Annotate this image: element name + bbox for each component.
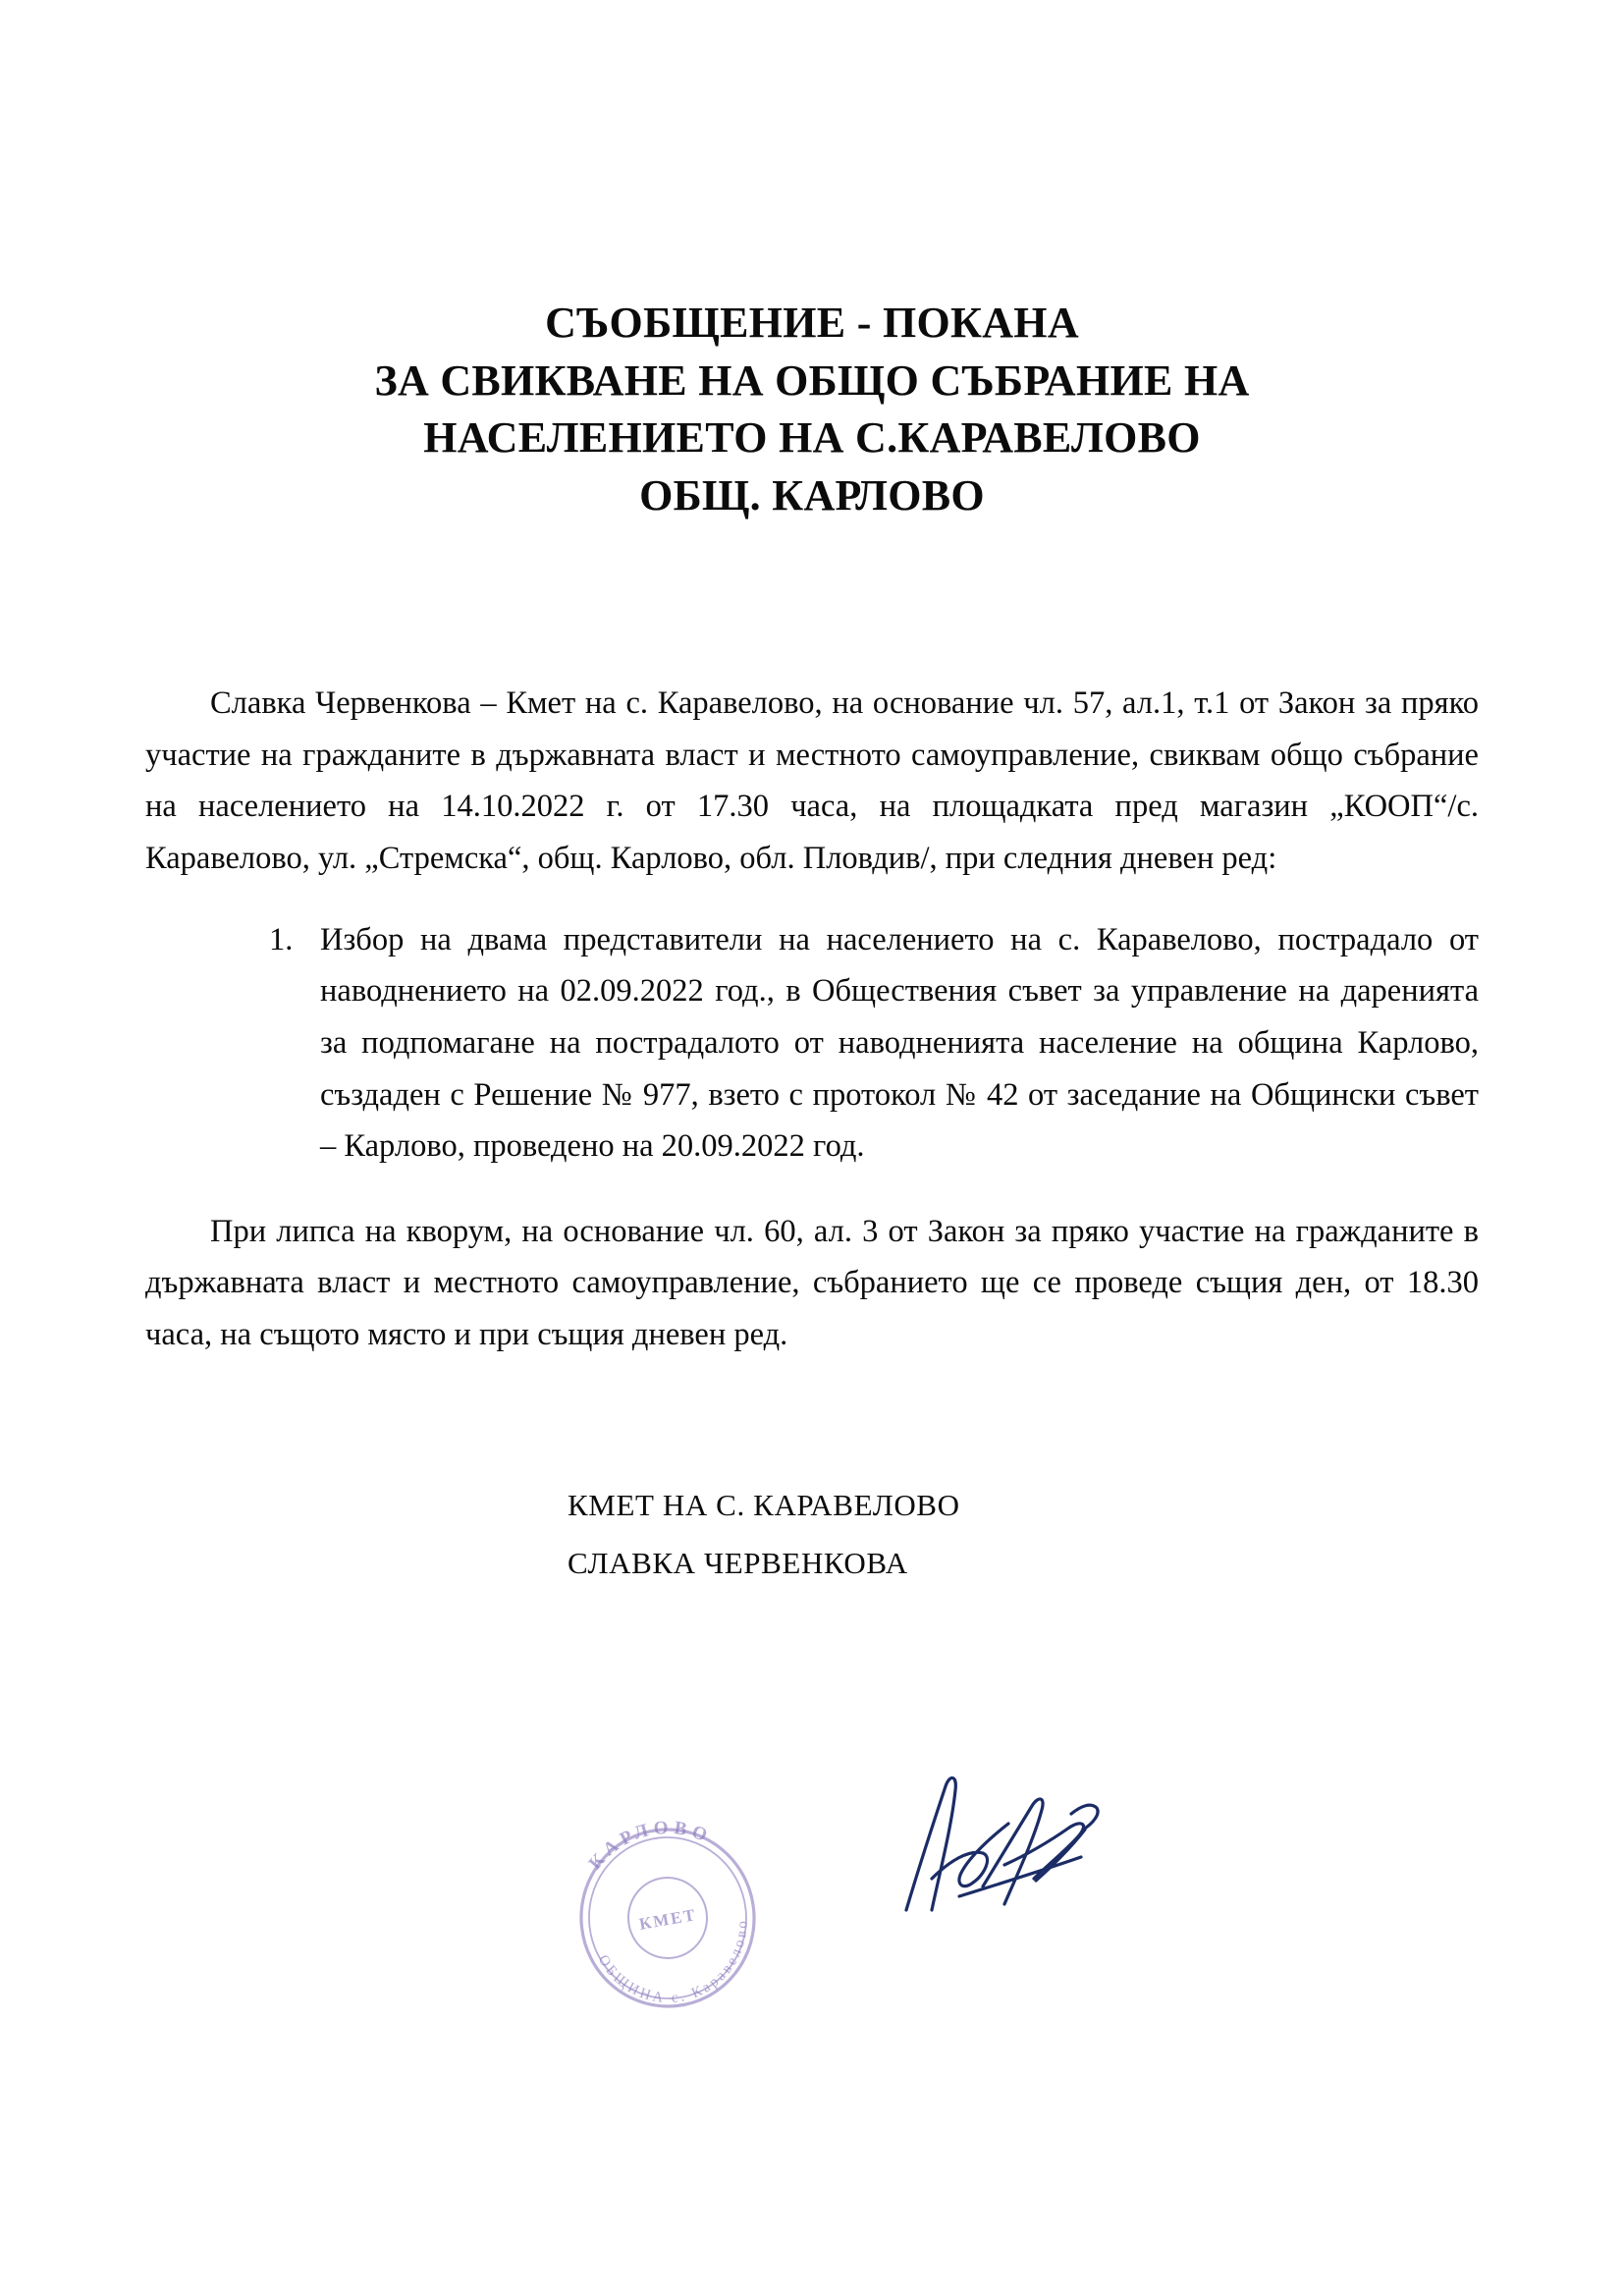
svg-text:ОБЩИНА с. Каравелово: ОБЩИНА с. Каравелово [594, 1918, 751, 2007]
list-item [269, 914, 1479, 1173]
list-item-text: Избор на двама представители на населението на с. Каравелово, пострадало от наводнението на 02.09.2022 год., в Обществения съвет за управление на даренията за подпомагане на пострадалото от наводненията население на община Карлово, създаден с Решение № 977, взето с протокол № 42 от заседание на Общински съвет – Карлово, проведено на 20.09.2022 год. [320, 921, 1479, 1165]
list-item-number: 1. [269, 921, 294, 957]
title-line-3: НАСЕЛЕНИЕТО НА С.КАРАВЕЛОВО [423, 413, 1201, 463]
signature-name: СЛАВКА ЧЕРВЕНКОВА [568, 1545, 908, 1580]
document-title [145, 295, 1479, 524]
title-line-1: СЪОБЩЕНИЕ - ПОКАНА [545, 299, 1079, 347]
svg-text:КАРЛОВО: КАРЛОВО [584, 1817, 715, 1875]
document-content [145, 0, 1479, 2296]
document-body [145, 678, 1479, 1361]
closing-paragraph: При липса на кворум, на основание чл. 60, ал. 3 от Закон за пряко участие на гражданите в държавната власт и местното самоуправление, събранието ще се проведе същия ден, от 18.30 часа, на същото място и при същия дневен ред. [145, 1213, 1479, 1353]
svg-text:КМЕТ: КМЕТ [637, 1904, 698, 1934]
intro-paragraph: Славка Червенкова – Кмет на с. Каравелово, на основание чл. 57, ал.1, т.1 от Закон за пряко участие на гражданите в държавната власт и местното самоуправление, свиквам общо събрание на населението на 14.10.2022 г. от 17.30 часа, на площадката пред магазин „КООП“/с. Каравелово, ул. „Стремска“, общ. Карлово, обл. Пловдив/, при следния дневен ред: [145, 685, 1479, 876]
title-line-2: ЗА СВИКВАНЕ НА ОБЩО СЪБРАНИЕ НА [374, 355, 1250, 405]
signature-position: КМЕТ НА С. КАРАВЕЛОВО [568, 1487, 960, 1522]
title-line-4: ОБЩ. КАРЛОВО [639, 470, 985, 519]
signature-block [145, 1477, 1479, 1593]
agenda-list [145, 914, 1479, 1173]
